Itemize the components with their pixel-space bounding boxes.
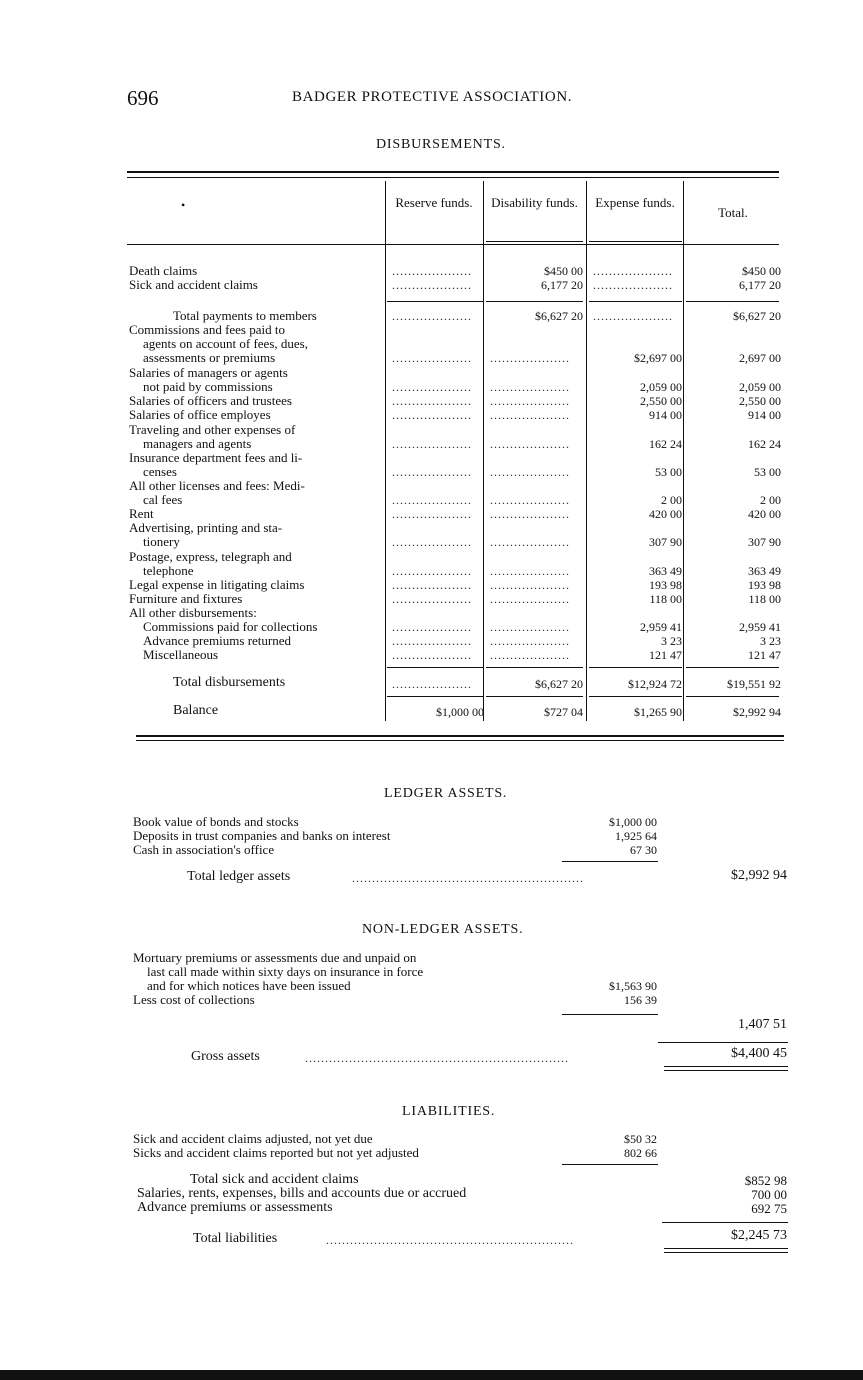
liability-label: Sick and accident claims adjusted, not yet due: [133, 1131, 373, 1146]
col-header-total: Total.: [718, 205, 748, 220]
row-label: Insurance department fees and li-: [129, 450, 303, 465]
cell-total: $19,551 92: [727, 677, 781, 691]
cell-total: 6,177 20: [739, 278, 781, 292]
leader-dots: ....................: [392, 437, 472, 452]
subtotal-rule: [387, 301, 483, 302]
cell-total: 2,059 00: [739, 380, 781, 395]
leader-dots: ....................: [392, 408, 472, 422]
row-label: Miscellaneous: [143, 647, 219, 662]
row-label: Rent: [129, 506, 154, 521]
liability-label: Sicks and accident claims reported but not yet adjusted: [133, 1145, 419, 1160]
leader-dots: ....................: [392, 564, 472, 579]
nonledger-net: 1,407 51: [738, 1017, 787, 1032]
leader-dots: ....................: [392, 677, 472, 691]
double-rule: [664, 1248, 788, 1249]
disbursements-title: DISBURSEMENTS.: [376, 137, 506, 152]
cell-total: 307 90: [748, 535, 781, 550]
leader-dots: ....................: [392, 507, 472, 521]
cell-total: 2 00: [760, 493, 781, 508]
ledger-title: LEDGER ASSETS.: [384, 786, 508, 801]
liability-other-amount: 692 75: [751, 1201, 787, 1216]
cell-expense: 118 00: [649, 592, 682, 606]
gross-assets: $4,400 45: [731, 1046, 787, 1061]
ledger-amount: $1,000 00: [609, 815, 657, 829]
mortuary-amount: $1,563 90: [609, 979, 657, 993]
leader-dots: ....................: [490, 493, 570, 508]
leader-dots: ....................: [490, 578, 570, 592]
row-label: tionery: [143, 534, 180, 550]
leader-dots: ....................: [490, 437, 570, 452]
row-label: cal fees: [143, 492, 183, 508]
leader-dots: ....................: [392, 278, 472, 292]
row-label: Advertising, printing and sta-: [129, 520, 283, 535]
cell-expense: 420 00: [649, 507, 682, 521]
cell-total: 363 49: [748, 564, 781, 579]
cell-expense: 162 24: [649, 437, 682, 452]
total-sick: $852 98: [744, 1173, 787, 1188]
liability-other-amount: 700 00: [751, 1187, 787, 1202]
leader-dots: ....................: [392, 578, 472, 592]
nonledger-title: NON-LEDGER ASSETS.: [362, 922, 524, 937]
leader-dots: ....................: [392, 309, 472, 323]
scan-edge: [0, 1370, 863, 1380]
subtotal-rule: [486, 696, 583, 697]
header-marker: •: [181, 198, 186, 212]
cell-expense: 2,550 00: [640, 394, 682, 408]
col-divider: [586, 181, 587, 721]
subtotal-rule: [589, 667, 682, 668]
row-label: assessments or premiums: [143, 350, 276, 366]
table-bottom-rule-2: [136, 740, 784, 741]
cell-expense: 2,959 41: [640, 620, 682, 634]
row-label: not paid by commissions: [143, 379, 273, 395]
cell-expense: 2,059 00: [640, 380, 682, 395]
leader-dots: ....................: [490, 394, 570, 408]
row-label: Balance: [173, 703, 219, 718]
cell-total: 914 00: [748, 408, 781, 422]
page-number: 696: [127, 86, 159, 110]
cell-expense: $2,697 00: [634, 351, 682, 366]
leader-dots: ....................: [490, 620, 570, 634]
gross-assets-label: Gross assets: [191, 1049, 260, 1064]
leader-dots: ....................: [392, 493, 472, 508]
row-label: All other licenses and fees: Medi-: [129, 478, 305, 493]
mortuary-line: and for which notices have been issued: [147, 978, 351, 993]
cell-total: 193 98: [748, 578, 781, 592]
cell-disability: $450 00: [544, 264, 583, 278]
leader-dots: ....................: [490, 592, 570, 606]
cell-total: 121 47: [748, 648, 781, 662]
double-rule: [664, 1252, 788, 1253]
cell-total: 2,959 41: [739, 620, 781, 634]
double-rule: [664, 1066, 788, 1067]
leader-dots: ....................: [593, 264, 673, 278]
less-cost-label: Less cost of collections: [133, 992, 255, 1007]
cell-disability: $727 04: [544, 705, 583, 719]
subtotal-rule: [387, 667, 483, 668]
col-header-reserve: Reserve funds.: [395, 195, 473, 210]
gross-top-rule: [658, 1042, 788, 1043]
cell-expense: 363 49: [649, 564, 682, 579]
subtotal-rule: [486, 301, 583, 302]
row-label: Furniture and fixtures: [129, 591, 243, 606]
ledger-sum-rule: [562, 861, 658, 862]
col-divider: [385, 181, 386, 721]
cell-total: $6,627 20: [733, 309, 781, 323]
leader-dots: ....................: [392, 648, 472, 662]
row-label: managers and agents: [143, 436, 252, 452]
ledger-total: $2,992 94: [731, 868, 787, 883]
table-top-rule: [127, 171, 779, 173]
ledger-label: Deposits in trust companies and banks on interest: [133, 828, 391, 843]
row-label: Legal expense in litigating claims: [129, 577, 305, 592]
cell-total: 2,697 00: [739, 351, 781, 366]
leader-dots: ..........................................................: [352, 871, 584, 885]
ledger-label: Cash in association's office: [133, 842, 275, 857]
col-header-disability: Disability funds.: [491, 195, 578, 210]
row-label: agents on account of fees, dues,: [143, 336, 308, 352]
total-sick-label: Total sick and accident claims: [190, 1172, 359, 1187]
col-divider: [683, 181, 684, 721]
subtotal-rule: [486, 667, 583, 668]
cell-total: 420 00: [748, 507, 781, 521]
cell-expense: 193 98: [649, 578, 682, 592]
liability-amount: $50 32: [624, 1132, 657, 1146]
leader-dots: ....................: [490, 465, 570, 480]
row-label: Total payments to members: [173, 308, 317, 323]
row-label: Total disbursements: [173, 675, 286, 690]
row-label: Postage, express, telegraph and: [129, 549, 292, 564]
leader-dots: ....................: [392, 380, 472, 395]
subtotal-rule: [387, 696, 483, 697]
liability-sum-rule: [562, 1164, 658, 1165]
cell-total: $450 00: [742, 264, 781, 278]
leader-dots: ....................: [392, 351, 472, 366]
row-label: censes: [143, 464, 177, 480]
row-label: Commissions paid for collections: [143, 619, 318, 634]
row-label: All other disbursements:: [129, 605, 257, 620]
mortuary-line: last call made within sixty days on insurance in force: [147, 964, 424, 979]
row-label: Salaries of managers or agents: [129, 365, 288, 380]
cell-total: 2,550 00: [739, 394, 781, 408]
cell-total: 3 23: [760, 634, 781, 648]
leader-dots: ....................: [392, 535, 472, 550]
liabilities-total-rule: [662, 1222, 788, 1223]
cell-expense: 53 00: [655, 465, 682, 480]
row-label: telephone: [143, 563, 194, 579]
row-label: Salaries of officers and trustees: [129, 393, 292, 408]
header-underline: [486, 241, 583, 242]
cell-total: 162 24: [748, 437, 781, 452]
row-label: Sick and accident claims: [129, 277, 258, 292]
subtotal-rule: [589, 301, 682, 302]
liability-other-label: Salaries, rents, expenses, bills and accounts due or accrued: [137, 1186, 467, 1201]
leader-dots: ....................: [490, 564, 570, 579]
row-label: Salaries of office employes: [129, 407, 271, 422]
liability-amount: 802 66: [624, 1146, 657, 1160]
header-underline: [589, 241, 682, 242]
leader-dots: ....................: [490, 380, 570, 395]
less-cost-amount: 156 39: [624, 993, 657, 1007]
subtotal-rule: [686, 696, 779, 697]
cell-expense: 2 00: [661, 493, 682, 508]
leader-dots: ..................................................................: [305, 1051, 569, 1065]
leader-dots: ....................: [593, 278, 673, 292]
col-divider: [483, 181, 484, 721]
cell-expense: 914 00: [649, 408, 682, 422]
leader-dots: ....................: [392, 264, 472, 278]
row-label: Traveling and other expenses of: [129, 422, 296, 437]
col-header-expense: Expense funds.: [595, 195, 675, 210]
subtotal-rule: [589, 696, 682, 697]
cell-disability: 6,177 20: [541, 278, 583, 292]
cell-expense: $12,924 72: [628, 677, 682, 691]
double-rule: [664, 1070, 788, 1071]
leader-dots: ....................: [490, 648, 570, 662]
cell-total: $2,992 94: [733, 705, 781, 719]
total-liabilities: $2,245 73: [731, 1228, 787, 1243]
leader-dots: ....................: [593, 309, 673, 323]
cell-expense: 3 23: [661, 634, 682, 648]
leader-dots: ....................: [392, 634, 472, 648]
total-liabilities-label: Total liabilities: [193, 1231, 278, 1246]
leader-dots: ....................: [490, 507, 570, 521]
ledger-amount: 1,925 64: [615, 829, 657, 843]
leader-dots: ....................: [392, 592, 472, 606]
subtotal-rule: [686, 667, 779, 668]
row-label: Commissions and fees paid to: [129, 322, 285, 337]
subtotal-rule: [686, 301, 779, 302]
cell-total: 53 00: [754, 465, 781, 480]
nonledger-sum-rule: [562, 1014, 658, 1015]
cell-disability: $6,627 20: [535, 677, 583, 691]
table-top-rule-2: [127, 177, 779, 178]
leader-dots: ....................: [490, 351, 570, 366]
cell-disability: $6,627 20: [535, 309, 583, 323]
leader-dots: ....................: [392, 394, 472, 408]
cell-expense: 307 90: [649, 535, 682, 550]
leader-dots: ....................: [392, 620, 472, 634]
mortuary-line: Mortuary premiums or assessments due and unpaid on: [133, 950, 417, 965]
cell-expense: 121 47: [649, 648, 682, 662]
leader-dots: ....................: [490, 408, 570, 422]
ledger-label: Book value of bonds and stocks: [133, 814, 299, 829]
leader-dots: ....................: [490, 535, 570, 550]
cell-reserve: $1,000 00: [436, 705, 484, 719]
running-head: BADGER PROTECTIVE ASSOCIATION.: [292, 89, 573, 105]
leader-dots: ....................: [490, 634, 570, 648]
leader-dots: ..............................................................: [326, 1233, 574, 1247]
row-label: Advance premiums returned: [143, 633, 292, 648]
cell-total: 118 00: [748, 592, 781, 606]
row-label: Death claims: [129, 263, 198, 278]
leader-dots: ....................: [392, 465, 472, 480]
header-rule: [127, 244, 779, 245]
ledger-amount: 67 30: [630, 843, 657, 857]
ledger-total-label: Total ledger assets: [187, 869, 291, 884]
liabilities-title: LIABILITIES.: [402, 1104, 496, 1119]
table-bottom-rule: [136, 735, 784, 737]
cell-expense: $1,265 90: [634, 705, 682, 719]
liability-other-label: Advance premiums or assessments: [137, 1200, 333, 1215]
